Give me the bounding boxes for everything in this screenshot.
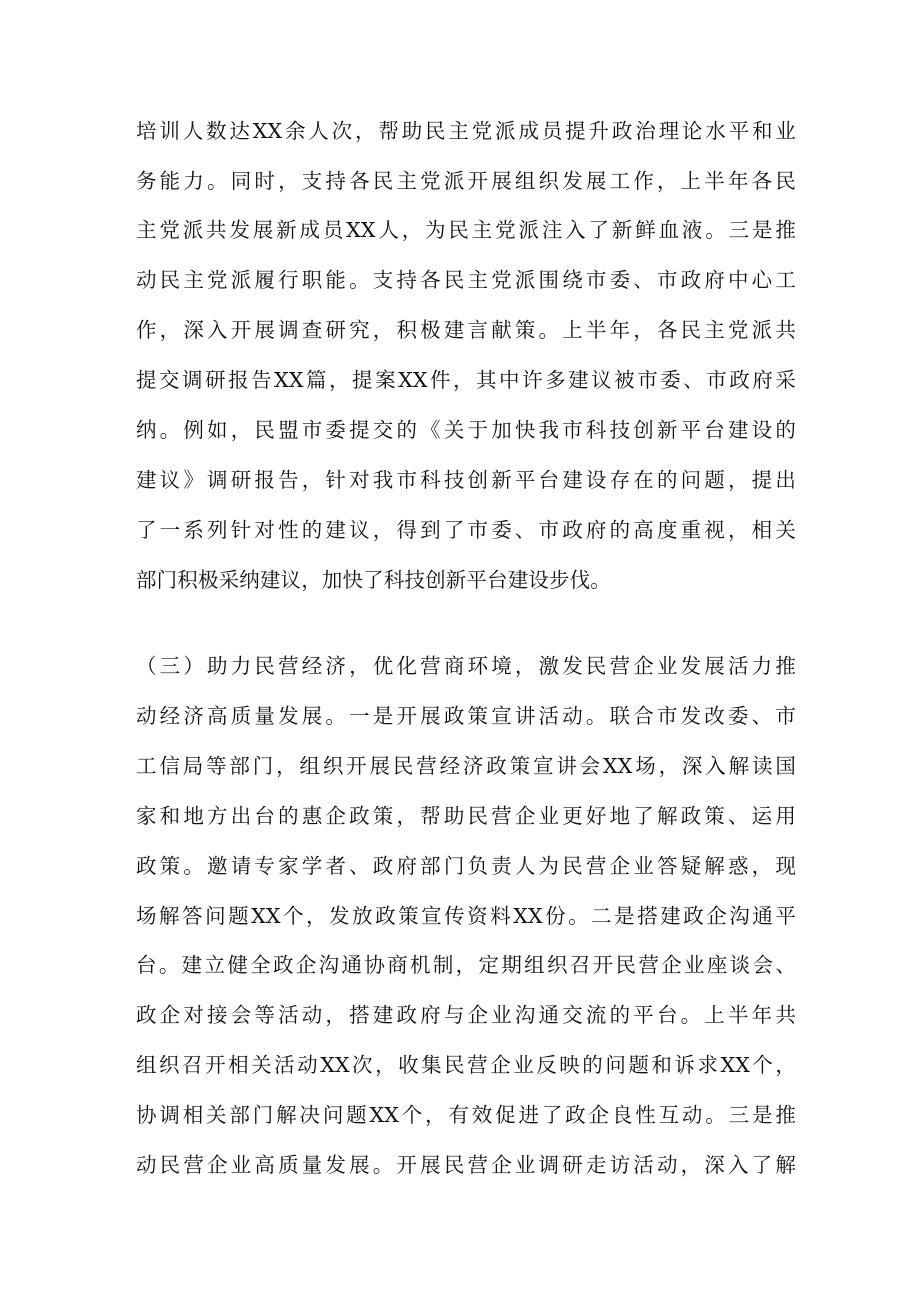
paragraph-line: 部门积极采纳建议，加快了科技创新平台建设步伐。 (136, 568, 611, 592)
paragraph-line: 纳。例如，民盟市委提交的《关于加快我市科技创新平台建设的 (136, 418, 796, 442)
paragraph-line: 培训人数达XX余人次，帮助民主党派成员提升政治理论水平和业 (136, 119, 796, 143)
paragraph-line: 工信局等部门，组织开展民营经济政策宣讲会XX场，深入解读国 (136, 754, 796, 778)
paragraph-line: 家和地方出台的惠企政策，帮助民营企业更好地了解政策、运用 (136, 804, 796, 828)
paragraph-line: 作，深入开展调查研究，积极建言献策。上半年，各民主党派共 (136, 318, 796, 342)
paragraph-line: 主党派共发展新成员XX人，为民主党派注入了新鲜血液。三是推 (136, 218, 796, 242)
paragraph-line: 建议》调研报告，针对我市科技创新平台建设存在的问题，提出 (136, 468, 796, 492)
paragraph-line: 动民营企业高质量发展。开展民营企业调研走访活动，深入了解 (136, 1153, 796, 1177)
paragraph-line: 协调相关部门解决问题XX个，有效促进了政企良性互动。三是推 (136, 1103, 796, 1127)
paragraph-line: 提交调研报告XX篇，提案XX件，其中许多建议被市委、市政府采 (136, 368, 796, 392)
paragraph-line: 政企对接会等活动，搭建政府与企业沟通交流的平台。上半年共 (136, 1003, 796, 1027)
paragraph-line: 政策。邀请专家学者、政府部门负责人为民营企业答疑解惑，现 (136, 854, 796, 878)
paragraph-line: 务能力。同时，支持各民主党派开展组织发展工作，上半年各民 (136, 169, 796, 193)
paragraph-line: 了一系列针对性的建议，得到了市委、市政府的高度重视，相关 (136, 518, 796, 542)
paragraph-line: 动经济高质量发展。一是开展政策宣讲活动。联合市发改委、市 (136, 704, 796, 728)
paragraph-line: 台。建立健全政企沟通协商机制，定期组织召开民营企业座谈会、 (136, 953, 796, 977)
paragraph-line: （三）助力民营经济，优化营商环境，激发民营企业发展活力推 (136, 654, 796, 678)
paragraph-line: 场解答问题XX个，发放政策宣传资料XX份。二是搭建政企沟通平 (136, 904, 796, 928)
paragraph-line: 组织召开相关活动XX次，收集民营企业反映的问题和诉求XX个， (136, 1053, 796, 1077)
paragraph-line: 动民主党派履行职能。支持各民主党派围绕市委、市政府中心工 (136, 268, 796, 292)
